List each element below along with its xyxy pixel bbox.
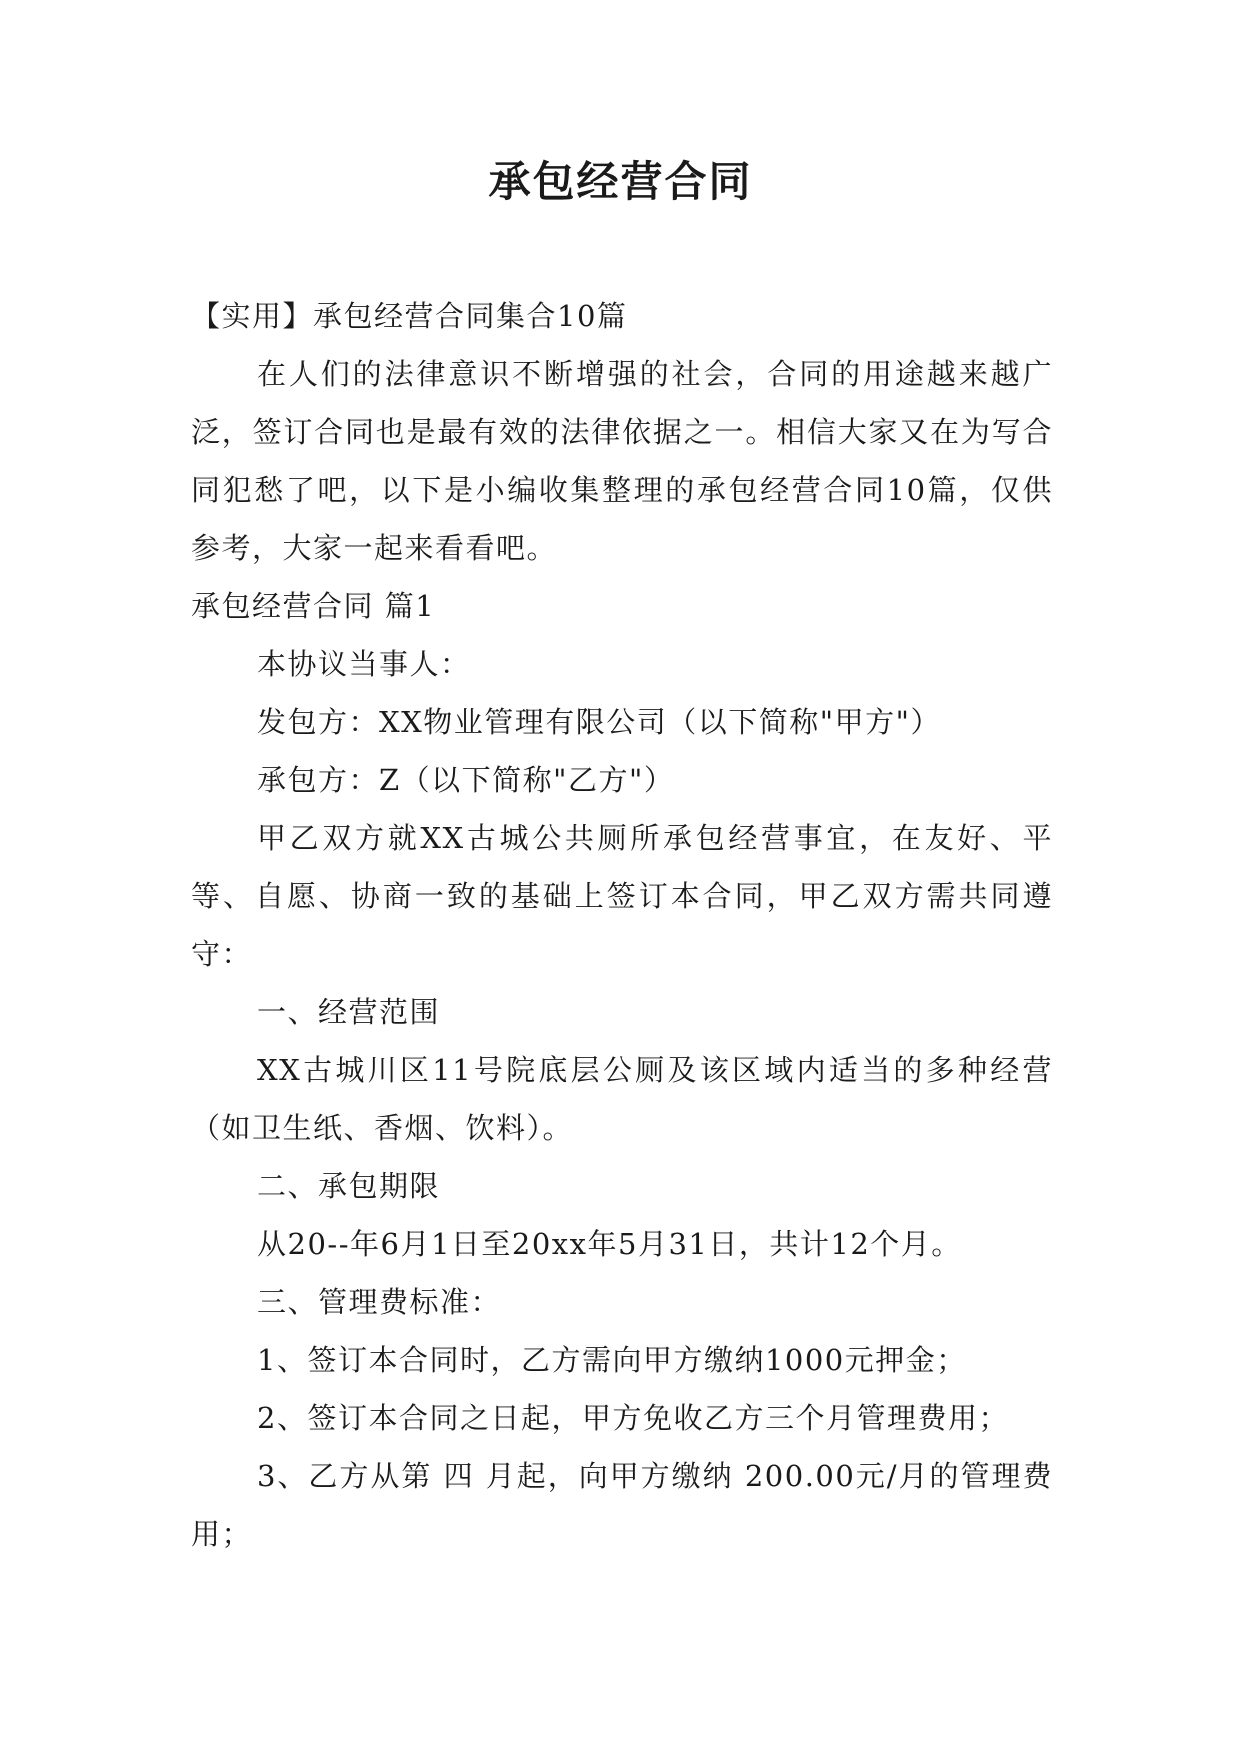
document-body [191,287,1053,1563]
fee-item-2: 2、签订本合同之日起，甲方免收乙方三个月管理费用； [257,1401,1009,1435]
fee-item-3: 3、乙方从第 四 月起，向甲方缴纳 200.00元/月的管理费用； [191,1459,1053,1551]
section-heading: 承包经营合同 篇1 [191,589,436,623]
intro-paragraph: 在人们的法律意识不断增强的社会，合同的用途越来越广泛，签订合同也是最有效的法律依据之一。相信大家又在为写合同犯愁了吧，以下是小编收集整理的承包经营合同10篇，仅供参考，大家一起来看看吧。 [191,357,1053,565]
document-title: 承包经营合同 [488,157,753,206]
clause-heading-scope: 一、经营范围 [257,995,441,1029]
parties-label: 本协议当事人： [257,647,471,681]
party-a: 发包方：XX物业管理有限公司（以下简称"甲方"） [257,705,941,739]
party-b: 承包方：Z（以下简称"乙方"） [257,763,675,797]
agreement-paragraph: 甲乙双方就XX古城公共厕所承包经营事宜，在友好、平等、自愿、协商一致的基础上签订本合同，甲乙双方需共同遵守： [191,821,1053,971]
subtitle-line: 【实用】承包经营合同集合10篇 [191,299,628,333]
clause-term-text: 从20--年6月1日至20xx年5月31日，共计12个月。 [257,1227,962,1261]
clause-scope-text: XX古城川区11号院底层公厕及该区域内适当的多种经营（如卫生纸、香烟、饮料）。 [191,1053,1053,1145]
clause-heading-term: 二、承包期限 [257,1169,441,1203]
clause-heading-fee: 三、管理费标准： [257,1285,502,1319]
fee-item-1: 1、签订本合同时，乙方需向甲方缴纳1000元押金； [257,1343,967,1377]
